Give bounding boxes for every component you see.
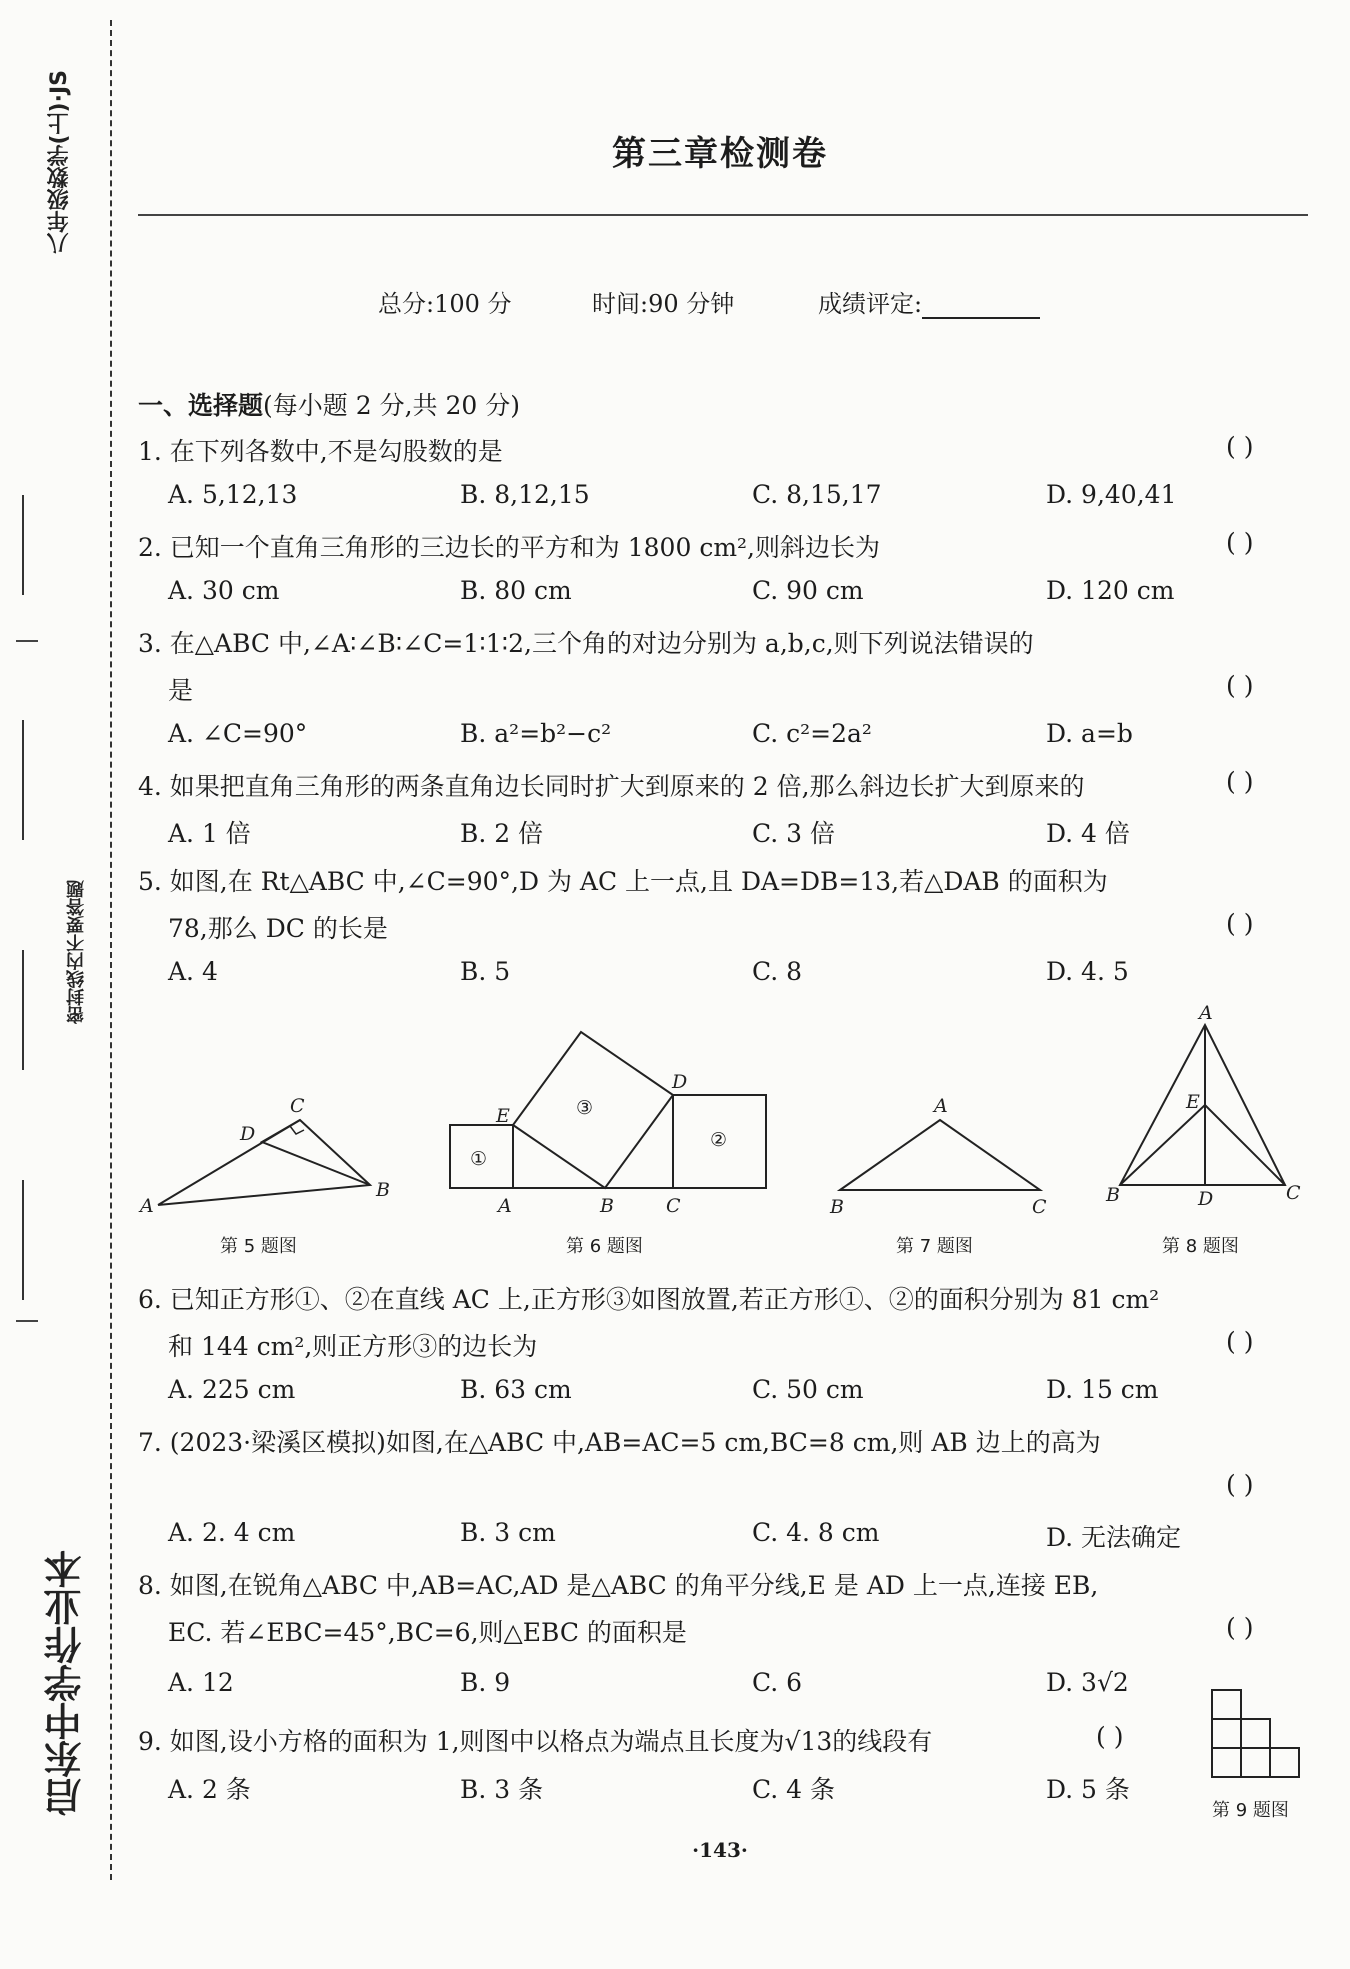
fig6-label-d: D [672, 1071, 688, 1093]
fig8-label-d: D [1198, 1188, 1214, 1210]
figure-6-caption: 第 6 题图 [566, 1236, 643, 1257]
q6-option-c[interactable]: C. 50 cm [752, 1375, 864, 1404]
title-divider [138, 214, 1308, 216]
q6-option-a[interactable]: A. 225 cm [168, 1375, 296, 1404]
answer-paren[interactable]: ( ) [1226, 1613, 1254, 1642]
answer-paren[interactable]: ( ) [1226, 767, 1254, 796]
q6-option-d[interactable]: D. 15 cm [1046, 1375, 1159, 1404]
sidebar-top-text: 八年级数学(上)·JS [47, 70, 72, 255]
q5-option-b[interactable]: B. 5 [460, 957, 511, 986]
time-limit: 时间:90 分钟 [592, 290, 735, 318]
question-6: 6. 已知正方形①、②在直线 AC 上,正方形③如图放置,若正方形①、②的面积分别为 81 cm² [138, 1285, 1160, 1314]
q4-option-a[interactable]: A. 1 倍 [168, 819, 251, 848]
q4-option-b[interactable]: B. 2 倍 [460, 819, 544, 848]
fig5-label-d: D [240, 1123, 256, 1145]
q1-option-c[interactable]: C. 8,15,17 [752, 480, 882, 509]
fig6-label-2: ② [710, 1129, 728, 1151]
question-5-cont: 78,那么 DC 的长是 [168, 914, 388, 943]
q3-option-d[interactable]: D. a=b [1046, 719, 1133, 748]
fig5-label-a: A [140, 1195, 154, 1217]
fig6-label-a: A [498, 1195, 512, 1217]
fig8-label-a: A [1199, 1002, 1213, 1024]
q3-option-b[interactable]: B. a²=b²−c² [460, 719, 612, 748]
section-note: (每小题 2 分,共 20 分) [263, 391, 520, 420]
q8-option-c[interactable]: C. 6 [752, 1668, 803, 1697]
q4-option-c[interactable]: C. 3 倍 [752, 819, 835, 848]
question-2: 2. 已知一个直角三角形的三边长的平方和为 1800 cm²,则斜边长为 [138, 533, 880, 562]
answer-paren[interactable]: ( ) [1226, 909, 1254, 938]
answer-paren[interactable]: ( ) [1226, 1470, 1254, 1499]
q2-option-c[interactable]: C. 90 cm [752, 576, 864, 605]
fig8-label-c: C [1286, 1182, 1301, 1204]
question-1: 1. 在下列各数中,不是勾股数的是 [138, 437, 503, 466]
figure-7-caption: 第 7 题图 [896, 1236, 973, 1257]
q8-option-d[interactable]: D. 3√2 [1046, 1668, 1129, 1697]
q8-option-b[interactable]: B. 9 [460, 1668, 511, 1697]
question-4: 4. 如果把直角三角形的两条直角边长同时扩大到原来的 2 倍,那么斜边长扩大到原来的 [138, 772, 1085, 801]
figure-6 [440, 1030, 780, 1220]
sidebar-blank-line-4 [22, 1180, 24, 1300]
q9-option-c[interactable]: C. 4 条 [752, 1775, 835, 1804]
answer-paren[interactable]: ( ) [1226, 432, 1254, 461]
q7-option-a[interactable]: A. 2. 4 cm [168, 1518, 296, 1547]
question-6-cont: 和 144 cm²,则正方形③的边长为 [168, 1332, 538, 1361]
q2-option-a[interactable]: A. 30 cm [168, 576, 280, 605]
q1-option-b[interactable]: B. 8,12,15 [460, 480, 590, 509]
q1-option-a[interactable]: A. 5,12,13 [168, 480, 298, 509]
q3-option-a[interactable]: A. ∠C=90° [168, 719, 308, 748]
section-title: 一、选择题 [138, 391, 264, 420]
fig7-label-c: C [1032, 1196, 1047, 1218]
fig8-label-b: B [1106, 1184, 1120, 1206]
binding-dashed-line [110, 20, 112, 1880]
sidebar-mark [16, 640, 38, 642]
fig5-label-c: C [290, 1095, 305, 1117]
sidebar-blank-line-1 [22, 495, 24, 595]
sidebar-middle-text: 密封线内不要答题 [66, 880, 87, 1024]
q2-option-d[interactable]: D. 120 cm [1046, 576, 1175, 605]
fig7-label-a: A [934, 1095, 948, 1117]
q8-option-a[interactable]: A. 12 [168, 1668, 234, 1697]
q7-option-c[interactable]: C. 4. 8 cm [752, 1518, 880, 1547]
q5-option-c[interactable]: C. 8 [752, 957, 803, 986]
fig6-label-e: E [496, 1105, 510, 1127]
figure-5 [140, 1070, 400, 1220]
figure-8 [1100, 1002, 1301, 1215]
question-8: 8. 如图,在锐角△ABC 中,AB=AC,AD 是△ABC 的角平分线,E 是 AD 上一点,连接 EB, [138, 1571, 1099, 1600]
sidebar-blank-line-3 [22, 950, 24, 1070]
page-title: 第三章检测卷 [612, 134, 828, 174]
figure-5-caption: 第 5 题图 [220, 1236, 297, 1257]
q2-option-b[interactable]: B. 80 cm [460, 576, 572, 605]
section-heading [138, 386, 520, 422]
question-9: 9. 如图,设小方格的面积为 1,则图中以格点为端点且长度为√13的线段有 [138, 1727, 933, 1756]
fig7-label-b: B [830, 1196, 844, 1218]
sidebar-blank-line-2 [22, 720, 24, 840]
sidebar-bottom-text: 启东中学作业本 [44, 1550, 88, 1816]
fig6-label-1: ① [470, 1148, 488, 1170]
figure-8-caption: 第 8 题图 [1162, 1236, 1239, 1257]
q5-option-d[interactable]: D. 4. 5 [1046, 957, 1129, 986]
q9-option-a[interactable]: A. 2 条 [168, 1775, 251, 1804]
q9-option-b[interactable]: B. 3 条 [460, 1775, 544, 1804]
question-8-cont: EC. 若∠EBC=45°,BC=6,则△EBC 的面积是 [168, 1618, 687, 1647]
fig6-label-c: C [666, 1195, 681, 1217]
q3-option-c[interactable]: C. c²=2a² [752, 719, 872, 748]
q4-option-d[interactable]: D. 4 倍 [1046, 819, 1130, 848]
q1-option-d[interactable]: D. 9,40,41 [1046, 480, 1177, 509]
figure-9 [1210, 1688, 1302, 1780]
page-number: ·143· [692, 1838, 748, 1862]
figure-7 [820, 1095, 1050, 1218]
answer-paren[interactable]: ( ) [1096, 1722, 1124, 1751]
q5-option-a[interactable]: A. 4 [168, 957, 218, 986]
answer-paren[interactable]: ( ) [1226, 528, 1254, 557]
fig6-label-3: ③ [576, 1097, 594, 1119]
question-7: 7. (2023·梁溪区模拟)如图,在△ABC 中,AB=AC=5 cm,BC=8 cm,则 AB 边上的高为 [138, 1428, 1101, 1457]
q6-option-b[interactable]: B. 63 cm [460, 1375, 572, 1404]
fig5-label-b: B [376, 1179, 390, 1201]
answer-paren[interactable]: ( ) [1226, 1327, 1254, 1356]
total-score: 总分:100 分 [378, 290, 512, 318]
figure-9-caption: 第 9 题图 [1212, 1800, 1289, 1821]
sidebar-mark [16, 1320, 38, 1322]
grade-label [818, 284, 1040, 319]
question-3-cont: 是 [168, 676, 194, 705]
q9-option-d[interactable]: D. 5 条 [1046, 1775, 1130, 1804]
q7-option-d[interactable]: D. 无法确定 [1046, 1523, 1182, 1552]
q7-option-b[interactable]: B. 3 cm [460, 1518, 556, 1547]
fig6-label-b: B [600, 1195, 614, 1217]
question-5: 5. 如图,在 Rt△ABC 中,∠C=90°,D 为 AC 上一点,且 DA=DB=13,若△DAB 的面积为 [138, 867, 1108, 896]
grade-blank[interactable] [922, 291, 1040, 319]
grade-label-text: 成绩评定: [818, 290, 923, 318]
question-3: 3. 在△ABC 中,∠A∶∠B∶∠C=1∶1∶2,三个角的对边分别为 a,b,c,则下列说法错误的 [138, 629, 1034, 658]
fig8-label-e: E [1186, 1091, 1200, 1113]
answer-paren[interactable]: ( ) [1226, 671, 1254, 700]
